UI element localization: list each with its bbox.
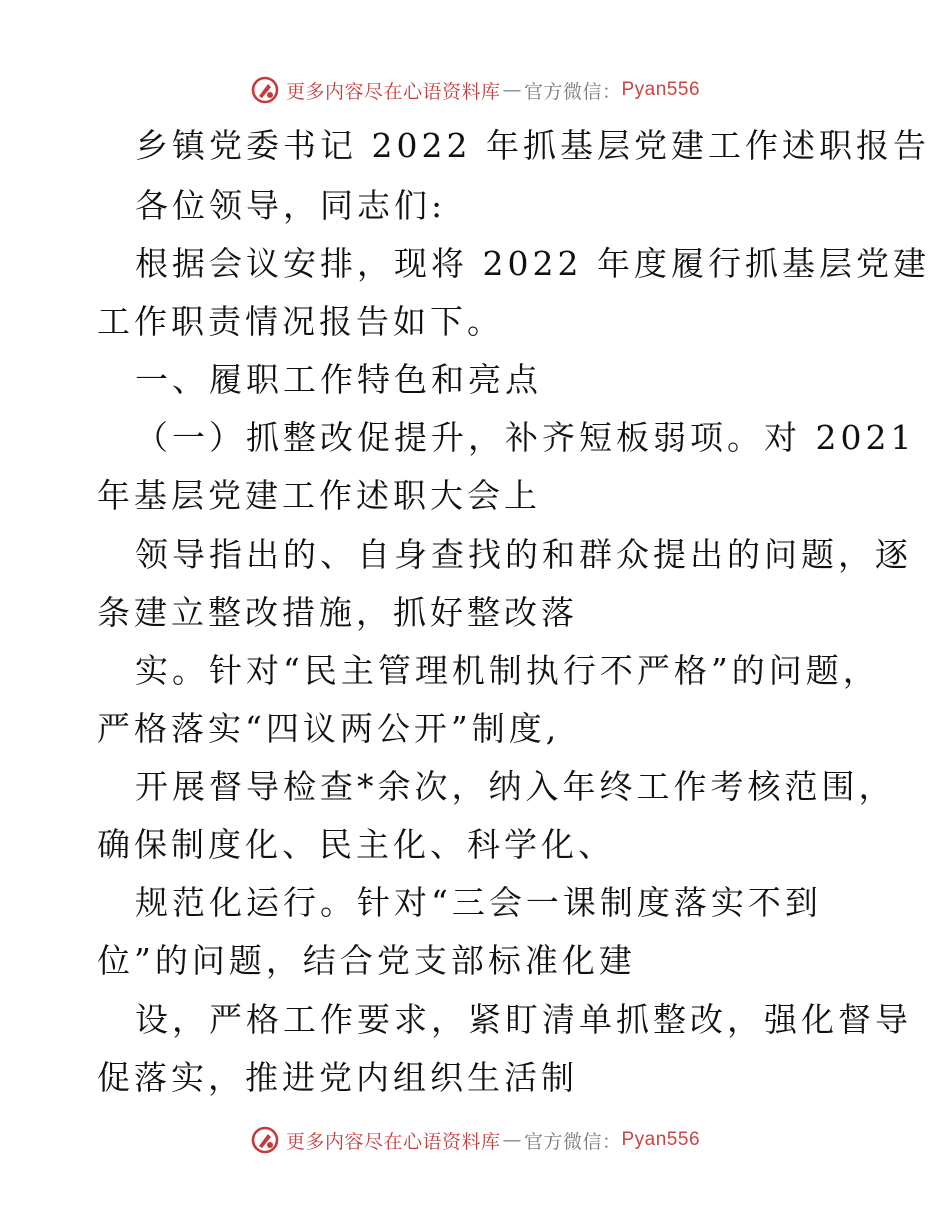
paragraph-line: 实。针对“民主管理机制执行不严格”的问题， <box>135 651 880 690</box>
paragraph-line: 促落实，推进党内组织生活制 <box>97 1058 578 1097</box>
header-watermark <box>0 70 950 110</box>
watermark-site-text: 更多内容尽在心语资料库 <box>285 1130 501 1153</box>
footer-watermark <box>0 1120 950 1160</box>
paragraph-line: 条建立整改措施，抓好整改落 <box>97 593 578 632</box>
pen-seal-icon <box>250 1125 280 1155</box>
paragraph-line: 确保制度化、民主化、科学化、 <box>97 825 615 864</box>
salutation: 各位领导，同志们: <box>135 186 447 225</box>
paragraph-line: 工作职责情况报告如下。 <box>97 302 504 341</box>
pen-seal-icon <box>250 75 280 105</box>
watermark-wechat-handle: Pyan556 <box>621 79 701 100</box>
watermark-wechat-handle: Pyan556 <box>621 1129 701 1150</box>
watermark-wechat-label: 官方微信： <box>523 80 622 103</box>
paragraph-line: 严格落实“四议两公开”制度, <box>97 709 561 748</box>
paragraph-line: 领导指出的、自身查找的和群众提出的问题，逐 <box>135 535 912 574</box>
paragraph-line: 根据会议安排，现将 2022 年度履行抓基层党建 <box>135 244 930 283</box>
watermark-separator: — <box>502 1129 522 1151</box>
paragraph-line: 位”的问题，结合党支部标准化建 <box>97 941 636 980</box>
watermark-separator: — <box>502 79 522 101</box>
paragraph-line: （一）抓整改促提升，补齐短板弱项。对 2021 <box>135 418 916 457</box>
paragraph-line: 规范化运行。针对“三会一课制度落实不到 <box>135 883 822 922</box>
paragraph-line: 设，严格工作要求，紧盯清单抓整改，强化督导 <box>135 1000 912 1039</box>
paragraph-line: 年基层党建工作述职大会上 <box>97 476 541 515</box>
document-title: 乡镇党委书记 2022 年抓基层党建工作述职报告 <box>135 126 930 165</box>
watermark-site-text: 更多内容尽在心语资料库 <box>285 80 501 103</box>
paragraph-line: 开展督导检查*余次，纳入年终工作考核范围， <box>135 767 896 806</box>
watermark-wechat-label: 官方微信： <box>523 1130 622 1153</box>
section-heading: 一、履职工作特色和亮点 <box>135 360 542 399</box>
